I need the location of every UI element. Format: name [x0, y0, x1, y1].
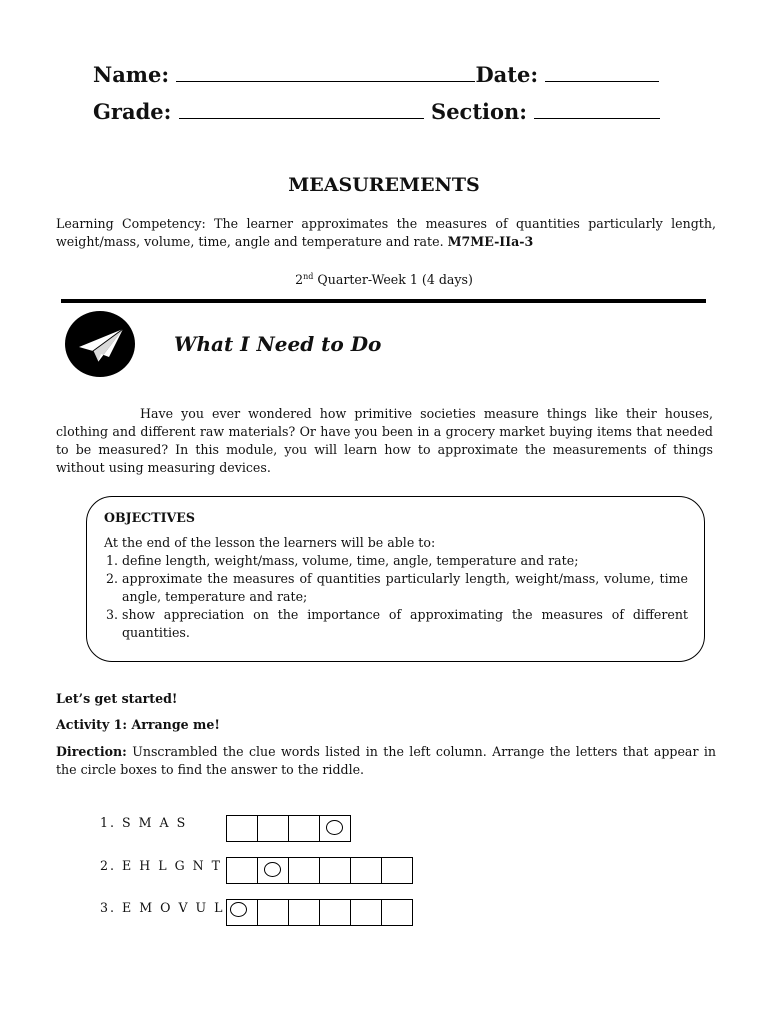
competency-code: M7ME-IIa-3 — [447, 234, 534, 249]
answer-boxes-1 — [226, 815, 351, 842]
answer-box[interactable] — [288, 857, 320, 884]
section-heading: What I Need to Do — [174, 332, 382, 356]
direction — [56, 743, 716, 779]
direction-text: Unscrambled the clue words listed in the left column. Arrange the letters that appear in the circle boxes to find the answer to the riddle. — [56, 744, 716, 777]
answer-box[interactable] — [226, 857, 258, 884]
answer-box[interactable] — [288, 815, 320, 842]
answer-box[interactable] — [319, 857, 351, 884]
quarter-week — [0, 268, 768, 289]
answer-box[interactable] — [350, 857, 382, 884]
circle-marker — [264, 862, 281, 877]
answer-box[interactable] — [381, 899, 413, 926]
answer-box[interactable] — [226, 899, 258, 926]
section-blank[interactable] — [534, 98, 660, 119]
date-blank[interactable] — [545, 61, 659, 82]
lets-get-started: Let’s get started! — [56, 691, 178, 706]
circle-marker — [230, 902, 247, 917]
competency-text: Learning Competency: The learner approximates the measures of quantities particularly length, weight/mass, volume, time, angle and temperature and rate. — [56, 216, 716, 249]
intro-paragraph: Have you ever wondered how primitive societies measure things like their houses, clothing and different raw materials? Or have you been in a grocery market buying items that needed to be measured? In this module, you will learn how to approximate the measurements of things without using measuring devices. — [56, 406, 713, 475]
objectives-box — [86, 496, 705, 662]
answer-box[interactable] — [319, 815, 351, 842]
activity-title: Activity 1: Arrange me! — [56, 717, 220, 732]
circle-marker — [326, 820, 343, 835]
objectives-content — [104, 534, 688, 642]
date-label: Date: — [475, 62, 539, 87]
objective-item: 3. show appreciation on the importance of approximating the measures of different quantities. — [122, 606, 688, 642]
learning-competency — [56, 215, 716, 251]
answer-box[interactable] — [319, 899, 351, 926]
quarter-number: 2 — [295, 272, 304, 288]
answer-box[interactable] — [226, 815, 258, 842]
objectives-lead: At the end of the lesson the learners will be able to: — [104, 535, 436, 550]
answer-boxes-3 — [226, 899, 413, 926]
answer-box[interactable] — [257, 857, 289, 884]
clue-label-2: 2. E H L G N T — [100, 858, 223, 873]
name-date-line — [93, 61, 659, 87]
page-title: MEASUREMENTS — [288, 174, 480, 196]
clue-label-1: 1. S M A S — [100, 815, 188, 830]
grade-label: Grade: — [93, 99, 172, 124]
answer-box[interactable] — [381, 857, 413, 884]
answer-box[interactable] — [288, 899, 320, 926]
objective-item: 1. define length, weight/mass, volume, time, angle, temperature and rate; — [122, 552, 688, 570]
grade-section-line — [93, 98, 660, 124]
direction-label: Direction: — [56, 744, 127, 759]
objectives-list — [104, 552, 688, 642]
grade-blank[interactable] — [179, 98, 424, 119]
answer-box[interactable] — [257, 899, 289, 926]
answer-boxes-2 — [226, 857, 413, 884]
quarter-suffix: nd — [303, 272, 314, 281]
clue-label-3: 3. E M O V U L — [100, 900, 225, 915]
answer-box[interactable] — [350, 899, 382, 926]
name-label: Name: — [93, 62, 170, 87]
objective-item: 2. approximate the measures of quantities particularly length, weight/mass, volume, time angle, temperature and rate; — [122, 570, 688, 606]
name-blank[interactable] — [176, 61, 475, 82]
section-label: Section: — [431, 99, 528, 124]
answer-box[interactable] — [257, 815, 289, 842]
paper-plane-icon — [65, 311, 135, 377]
quarter-rest: Quarter-Week 1 (4 days) — [313, 272, 473, 288]
divider — [61, 299, 706, 303]
objectives-heading: OBJECTIVES — [104, 510, 195, 525]
paper-plane-badge — [65, 311, 135, 377]
